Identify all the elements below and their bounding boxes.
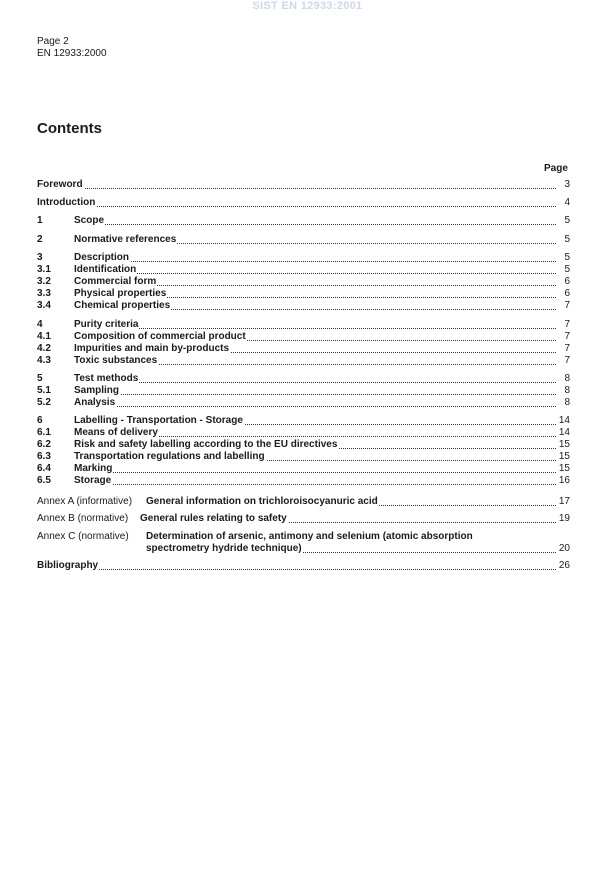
toc-entry-page: 8 [564,385,570,396]
toc-entry-number: 2 [37,234,43,245]
annex-label: Annex B (normative) [37,513,129,524]
document-id: EN 12933:2000 [37,48,107,59]
toc-entry-page: 7 [564,331,570,342]
toc-entry-title: Commercial form [74,276,157,287]
toc-annex-entry[interactable] [37,513,570,525]
toc-entry-page: 14 [558,415,570,426]
toc-entry[interactable] [37,264,570,276]
toc-entry-page: 6 [564,276,570,287]
toc-entry-title: Storage [74,475,112,486]
toc-entry-title: General information on trichloroisocyanuric acid [146,496,378,507]
toc-entry[interactable] [37,397,570,409]
page-header [37,36,107,60]
toc-entry-title: Normative references [74,234,177,245]
toc-entry-number: 6.2 [37,439,51,450]
annex-label: Annex C (normative) [37,531,129,542]
toc-entry-title: Means of delivery [74,427,158,438]
toc-entry-title: Description [74,252,130,263]
toc-entry-number: 5.2 [37,397,51,408]
toc-entry-page: 8 [564,373,570,384]
toc-entry-number: 6 [37,415,43,426]
toc-entry-number: 5 [37,373,43,384]
toc-entry[interactable] [37,343,570,355]
dot-leader [74,472,556,473]
toc-entry-title: Identification [74,264,137,275]
toc-entry-title: Labelling - Transportation - Storage [74,415,243,426]
toc-annex-entry[interactable] [37,531,570,555]
dot-leader [74,261,556,262]
toc-entry[interactable] [37,179,570,191]
toc-entry-title: Physical properties [74,288,167,299]
toc-entry[interactable] [37,475,570,487]
toc-entry-page: 5 [564,264,570,275]
toc-entry[interactable] [37,385,570,397]
dot-leader [74,224,556,225]
toc-entry-number: 1 [37,215,43,226]
toc-entry-page: 7 [564,319,570,330]
toc-entry[interactable] [37,451,570,463]
contents-heading: Contents [37,120,102,137]
toc-entry-page: 7 [564,300,570,311]
toc-entry-title: Purity criteria [74,319,139,330]
toc-entry-title: Test methods [74,373,139,384]
toc-entry-number: 6.4 [37,463,51,474]
toc-entry-number: 6.5 [37,475,51,486]
toc-entry-title: Toxic substances [74,355,158,366]
dot-leader [74,394,556,395]
toc-entry-page: 6 [564,288,570,299]
toc-entry[interactable] [37,373,570,385]
toc-entry[interactable] [37,234,570,246]
toc-entry[interactable] [37,319,570,331]
dot-leader [74,328,556,329]
toc-entry-page: 19 [558,513,570,524]
toc-entry-number: 5.1 [37,385,51,396]
toc-entry-number: 3.1 [37,264,51,275]
toc-entry[interactable] [37,560,570,572]
toc-entry-number: 4.2 [37,343,51,354]
toc-entry-page: 5 [564,252,570,263]
toc-entry-title: Risk and safety labelling according to the EU directives [74,439,338,450]
toc-entry-page: 15 [558,451,570,462]
toc-entry[interactable] [37,300,570,312]
toc-entry-page: 14 [558,427,570,438]
toc-entry-title-line1: Determination of arsenic, antimony and selenium (atomic absorption [146,531,473,542]
toc-entry[interactable] [37,415,570,427]
toc-entry[interactable] [37,427,570,439]
toc-entry-page: 5 [564,234,570,245]
toc-entry-title: General rules relating to safety [140,513,287,524]
dot-leader [74,484,556,485]
toc-entry[interactable] [37,463,570,475]
toc-entry-number: 4 [37,319,43,330]
page-number: Page 2 [37,36,69,47]
toc-entry-title: Transportation regulations and labelling [74,451,265,462]
toc-entry-number: 3.2 [37,276,51,287]
toc-entry-title: Bibliography [37,560,99,571]
toc-entry[interactable] [37,252,570,264]
toc-entry-title: Impurities and main by-products [74,343,230,354]
dot-leader [74,406,556,407]
toc-entry-page: 17 [558,496,570,507]
toc-entry-page: 7 [564,343,570,354]
toc-entry-number: 6.3 [37,451,51,462]
toc-entry-page: 26 [558,560,570,571]
toc-entry[interactable] [37,331,570,343]
toc-entry-title: Foreword [37,179,83,190]
toc-entry-page: 16 [558,475,570,486]
toc-entry-page: 3 [564,179,570,190]
toc-entry-page: 15 [558,463,570,474]
toc-entry-title: Composition of commercial product [74,331,246,342]
dot-leader [37,188,556,189]
dot-leader [74,382,556,383]
toc-entry-number: 4.1 [37,331,51,342]
dot-leader [37,206,556,207]
toc-entry-page: 20 [558,543,570,554]
toc-entry-number: 3 [37,252,43,263]
toc-entry-title: Sampling [74,385,120,396]
toc-entry-title: Chemical properties [74,300,171,311]
toc-entry[interactable] [37,197,570,209]
toc-entry-number: 3.4 [37,300,51,311]
toc-entry-page: 15 [558,439,570,450]
toc-annex-entry[interactable] [37,496,570,508]
toc-entry-page: 4 [564,197,570,208]
toc-entry[interactable] [37,215,570,227]
toc-entry-page: 8 [564,397,570,408]
toc-entry[interactable] [37,355,570,367]
toc-entry[interactable] [37,276,570,288]
annex-label: Annex A (informative) [37,496,133,507]
toc-entry-title: Scope [74,215,105,226]
toc-entry-title: Marking [74,463,113,474]
toc-entry-title: spectrometry hydride technique) [146,543,302,554]
dot-leader [37,569,556,570]
toc-entry[interactable] [37,288,570,300]
toc-entry-number: 4.3 [37,355,51,366]
toc-entry-title: Analysis [74,397,116,408]
toc-entry-number: 6.1 [37,427,51,438]
page-column-label: Page [544,163,568,174]
toc-entry-page: 5 [564,215,570,226]
toc-entry[interactable] [37,439,570,451]
toc-entry-number: 3.3 [37,288,51,299]
watermark: SIST EN 12933:2001 [252,0,363,12]
toc-entry-title: Introduction [37,197,96,208]
dot-leader [74,273,556,274]
toc-entry-page: 7 [564,355,570,366]
